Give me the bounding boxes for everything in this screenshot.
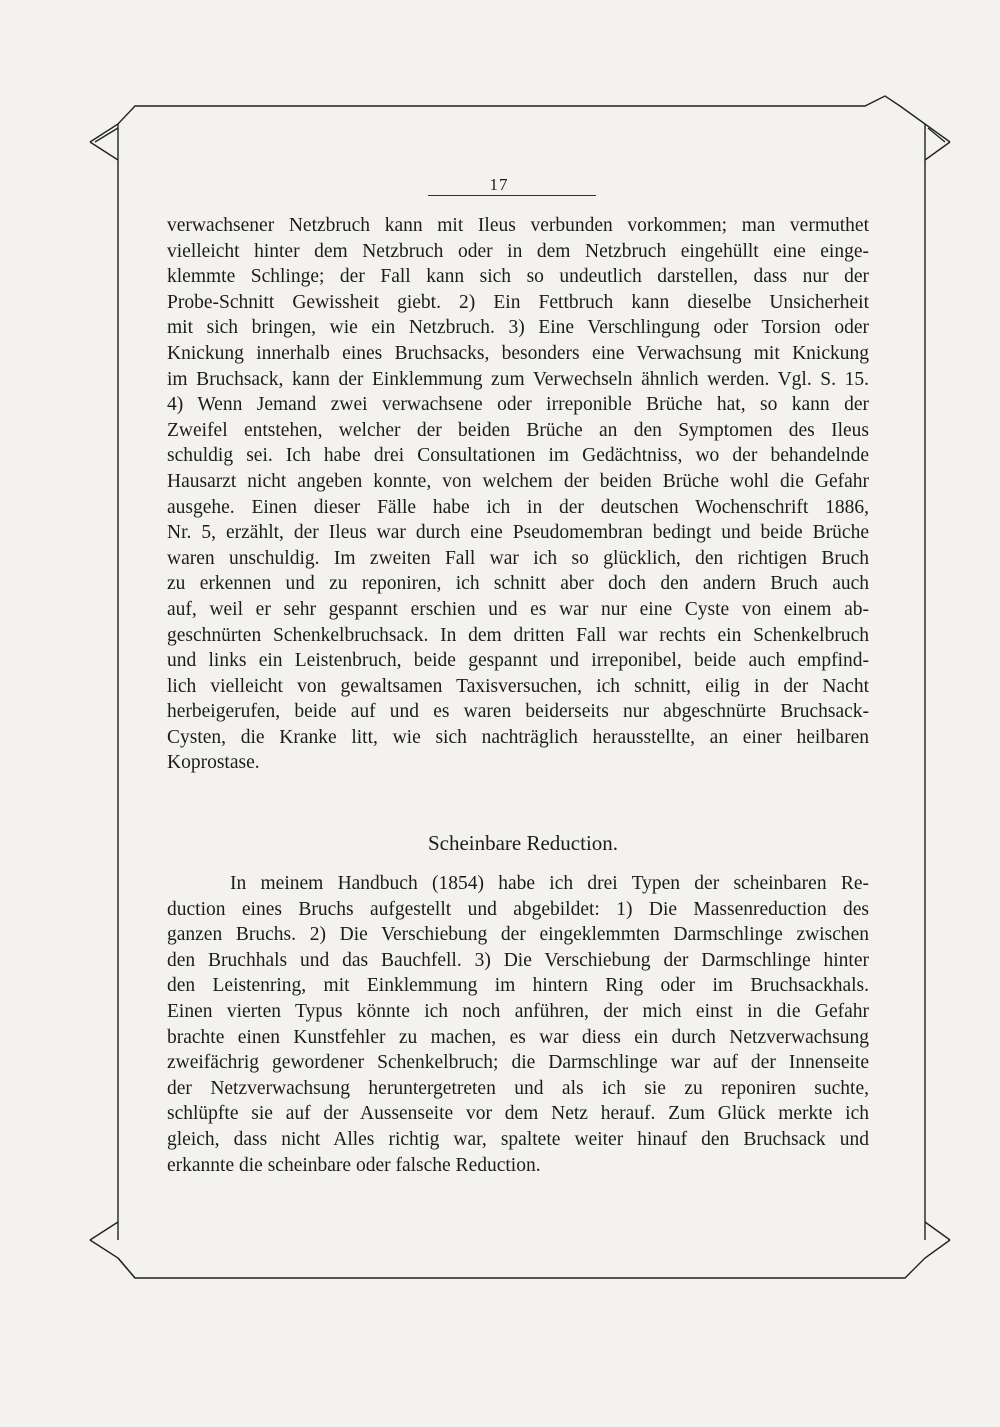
text-line: schlüpfte sie auf der Aussenseite vor dem Netz herauf. Zum Glück merkte ich bbox=[167, 1103, 869, 1125]
text-line: herbeigerufen, beide auf und es waren beiderseits nur abgeschnürte Bruchsack- bbox=[167, 701, 869, 723]
text-line: den Leistenring, mit Einklemmung im hintern Ring oder im Bruchsackhals. bbox=[167, 975, 869, 997]
text-line: klemmte Schlinge; der Fall kann sich so undeutlich darstellen, dass nur der bbox=[167, 266, 869, 288]
text-line: gleich, dass nicht Alles richtig war, spaltete weiter hinauf den Bruchsack und bbox=[167, 1128, 869, 1150]
section-heading: Scheinbare Reduction. bbox=[427, 831, 619, 855]
page-number-rule bbox=[428, 195, 596, 196]
text-line: erkannte die scheinbare oder falsche Reduction. bbox=[167, 1154, 541, 1176]
text-line: der Netzverwachsung heruntergetreten und als ich sie zu reponiren suchte, bbox=[167, 1077, 869, 1099]
text-line: duction eines Bruchs aufgestellt und abgebildet: 1) Die Massenreduction des bbox=[167, 898, 869, 920]
body-paragraph-2 bbox=[167, 871, 869, 1178]
text-line: vielleicht hinter dem Netzbruch oder in dem Netzbruch eingehüllt eine einge- bbox=[167, 240, 869, 262]
text-line: schuldig sei. Ich habe drei Consultationen im Gedächtniss, wo der behandelnde bbox=[167, 445, 869, 467]
text-line: lich vielleicht von gewaltsamen Taxisversuchen, ich schnitt, eilig in der Nacht bbox=[167, 675, 869, 697]
text-line: im Bruchsack, kann der Einklemmung zum Verwechseln ähnlich werden. Vgl. S. 15. bbox=[167, 368, 869, 390]
text-line: geschnürten Schenkelbruchsack. In dem dritten Fall war rechts ein Schenkelbruch bbox=[167, 624, 869, 646]
text-line: verwachsener Netzbruch kann mit Ileus verbunden vorkommen; man vermuthet bbox=[167, 215, 869, 236]
text-line: den Bruchhals und das Bauchfell. 3) Die Verschiebung der Darmschlinge hinter bbox=[167, 949, 869, 971]
text-line: zu erkennen und zu reponiren, ich schnitt aber doch den andern Bruch auch bbox=[167, 573, 869, 595]
text-line: brachte einen Kunstfehler zu machen, es war diess ein durch Netzverwachsung bbox=[167, 1026, 869, 1048]
text-line: 4) Wenn Jemand zwei verwachsene oder irreponible Brüche hat, so kann der bbox=[167, 394, 869, 416]
body-paragraph-1 bbox=[167, 213, 869, 776]
text-line: Koprostase. bbox=[167, 752, 260, 774]
text-line: Cysten, die Kranke litt, wie sich nachträglich herausstellte, an einer heilbaren bbox=[167, 726, 869, 748]
text-line: auf, weil er sehr gespannt erschien und es war nur eine Cyste von einem ab- bbox=[167, 598, 869, 620]
text-line: zweifächrig gewordener Schenkelbruch; die Darmschlinge war auf der Innenseite bbox=[167, 1052, 869, 1074]
text-line: Nr. 5, erzählt, der Ileus war durch eine Pseudomembran bedingt und beide Brüche bbox=[167, 522, 869, 544]
text-line: und links ein Leistenbruch, beide gespannt und irreponibel, beide auch empfind- bbox=[167, 650, 869, 672]
text-line: waren unschuldig. Im zweiten Fall war ich so glücklich, den richtigen Bruch bbox=[167, 547, 869, 569]
text-line: ganzen Bruchs. 2) Die Verschiebung der eingeklemmten Darmschlinge zwischen bbox=[167, 924, 869, 946]
text-line: ausgehe. Einen dieser Fälle habe ich in der deutschen Wochenschrift 1886, bbox=[167, 496, 869, 518]
text-line: Zweifel entstehen, welcher der beiden Brüche an den Symptomen des Ileus bbox=[167, 419, 869, 441]
page-number: 17 bbox=[489, 175, 509, 194]
text-line: mit sich bringen, wie ein Netzbruch. 3) Eine Verschlingung oder Torsion oder bbox=[167, 317, 869, 339]
text-line: Hausarzt nicht angeben konnte, von welchem der beiden Brüche wohl die Gefahr bbox=[167, 470, 869, 492]
text-line: Einen vierten Typus könnte ich noch anführen, der mich einst in die Gefahr bbox=[167, 1000, 869, 1022]
text-line: Probe-Schnitt Gewissheit giebt. 2) Ein Fettbruch kann dieselbe Unsicherheit bbox=[167, 291, 869, 313]
text-line: In meinem Handbuch (1854) habe ich drei Typen der scheinbaren Re- bbox=[230, 873, 869, 894]
text-line: Knickung innerhalb eines Bruchsacks, besonders eine Verwachsung mit Knickung bbox=[167, 342, 869, 364]
